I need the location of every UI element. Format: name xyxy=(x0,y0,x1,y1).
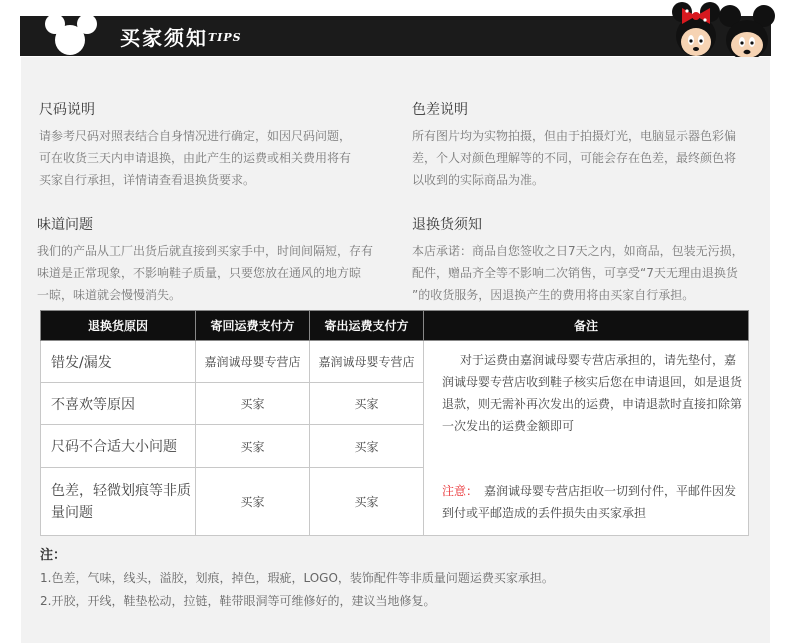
warning-text: 嘉润诚母婴专营店拒收一切到付件，平邮件因发到付或平邮造成的丢件损失由买家承担 xyxy=(442,484,737,520)
return-payer-cell: 嘉润诚母婴专营店 xyxy=(196,341,310,383)
size-text xyxy=(39,125,379,191)
reason-cell: 尺码不合适大小问题 xyxy=(41,425,196,468)
color-title: 色差说明 xyxy=(412,102,468,118)
column-header: 寄出运费支付方 xyxy=(310,311,424,341)
color-line-1: 所有图片均为实物拍摄，但由于拍摄灯光，电脑显示器色彩偏 xyxy=(412,129,737,143)
footer-note-1: 1.色差，气味，线头，溢胶，划痕，掉色，瑕疵，LOGO，装饰配件等非质量问题运费买家承担。 xyxy=(40,571,554,585)
send-payer-cell: 嘉润诚母婴专营店 xyxy=(310,341,424,383)
mouse-ears-icon xyxy=(38,12,108,62)
return-payer-cell: 买家 xyxy=(196,383,310,425)
reason-cell: 不喜欢等原因 xyxy=(41,383,196,425)
tips-label: TIPS xyxy=(208,31,242,44)
smell-text xyxy=(37,240,382,306)
color-section xyxy=(412,99,752,191)
size-line-1: 请参考尺码对照表结合自身情况进行确定，如因尺码问题， xyxy=(39,129,352,143)
size-section xyxy=(39,99,379,191)
send-payer-cell: 买家 xyxy=(310,468,424,536)
smell-section xyxy=(37,214,382,306)
return-payer-cell: 买家 xyxy=(196,425,310,468)
smell-title: 味道问题 xyxy=(37,217,93,233)
color-line-2: 差，个人对颜色理解等的不同，可能会存在色差，最终颜色将 xyxy=(412,151,737,165)
send-payer-cell: 买家 xyxy=(310,425,424,468)
return-line-3: ”的收货服务，因退换产生的费用将由买家自行承担。 xyxy=(412,288,695,302)
return-section xyxy=(412,214,757,306)
page-title: 买家须知 xyxy=(120,26,208,50)
footer-title: 注： xyxy=(40,548,67,563)
return-line-1: 本店承诺：商品自您签收之日7天之内，如商品，包装无污损， xyxy=(412,244,744,258)
size-line-3: 买家自行承担，详情请查看退换货要求。 xyxy=(39,173,256,187)
smell-line-1: 我们的产品从工厂出货后就直接到买家手中，时间间隔短，存有 xyxy=(37,244,374,258)
color-text xyxy=(412,125,752,191)
notes-warning xyxy=(442,480,744,524)
mickey-minnie-icon xyxy=(660,0,775,58)
column-header: 寄回运费支付方 xyxy=(196,311,310,341)
smell-line-2: 味道是正常现象，不影响鞋子质量，只要您放在通风的地方晾 xyxy=(37,266,362,280)
reason-cell: 色差，轻微划痕等非质量问题 xyxy=(41,468,196,536)
table-row xyxy=(41,341,749,383)
column-header: 退换货原因 xyxy=(41,311,196,341)
size-line-2: 可在收货三天内申请退换，由此产生的运费或相关费用将有 xyxy=(39,151,352,165)
size-title: 尺码说明 xyxy=(39,102,95,118)
table-header-row xyxy=(41,311,749,341)
notes-main-text: 对于运费由嘉润诚母婴专营店承担的，请先垫付，嘉润诚母婴专营店收到鞋子核实后您在申请退回，如是退货退款，则无需补再次发出的运费，申请退款时直接扣除第一次发出的运费金额即可 xyxy=(442,353,743,433)
footer-note-2: 2.开胶，开线，鞋垫松动，拉链，鞋带眼洞等可维修好的，建议当地修复。 xyxy=(40,594,436,608)
return-title: 退换货须知 xyxy=(412,217,482,233)
return-payer-cell: 买家 xyxy=(196,468,310,536)
smell-line-3: 一晾，味道就会慢慢消失。 xyxy=(37,288,182,302)
return-line-2: 配件，赠品齐全等不影响二次销售，可享受“7天无理由退换货 xyxy=(412,266,738,280)
color-line-3: 以收到的实际商品为准。 xyxy=(412,173,545,187)
content-panel xyxy=(21,57,770,643)
send-payer-cell: 买家 xyxy=(310,383,424,425)
notes-cell xyxy=(424,341,749,536)
warning-label: 注意： xyxy=(442,484,479,498)
reason-cell: 错发/漏发 xyxy=(41,341,196,383)
column-header: 备注 xyxy=(424,311,749,341)
return-text xyxy=(412,240,757,306)
return-policy-table xyxy=(40,310,749,536)
